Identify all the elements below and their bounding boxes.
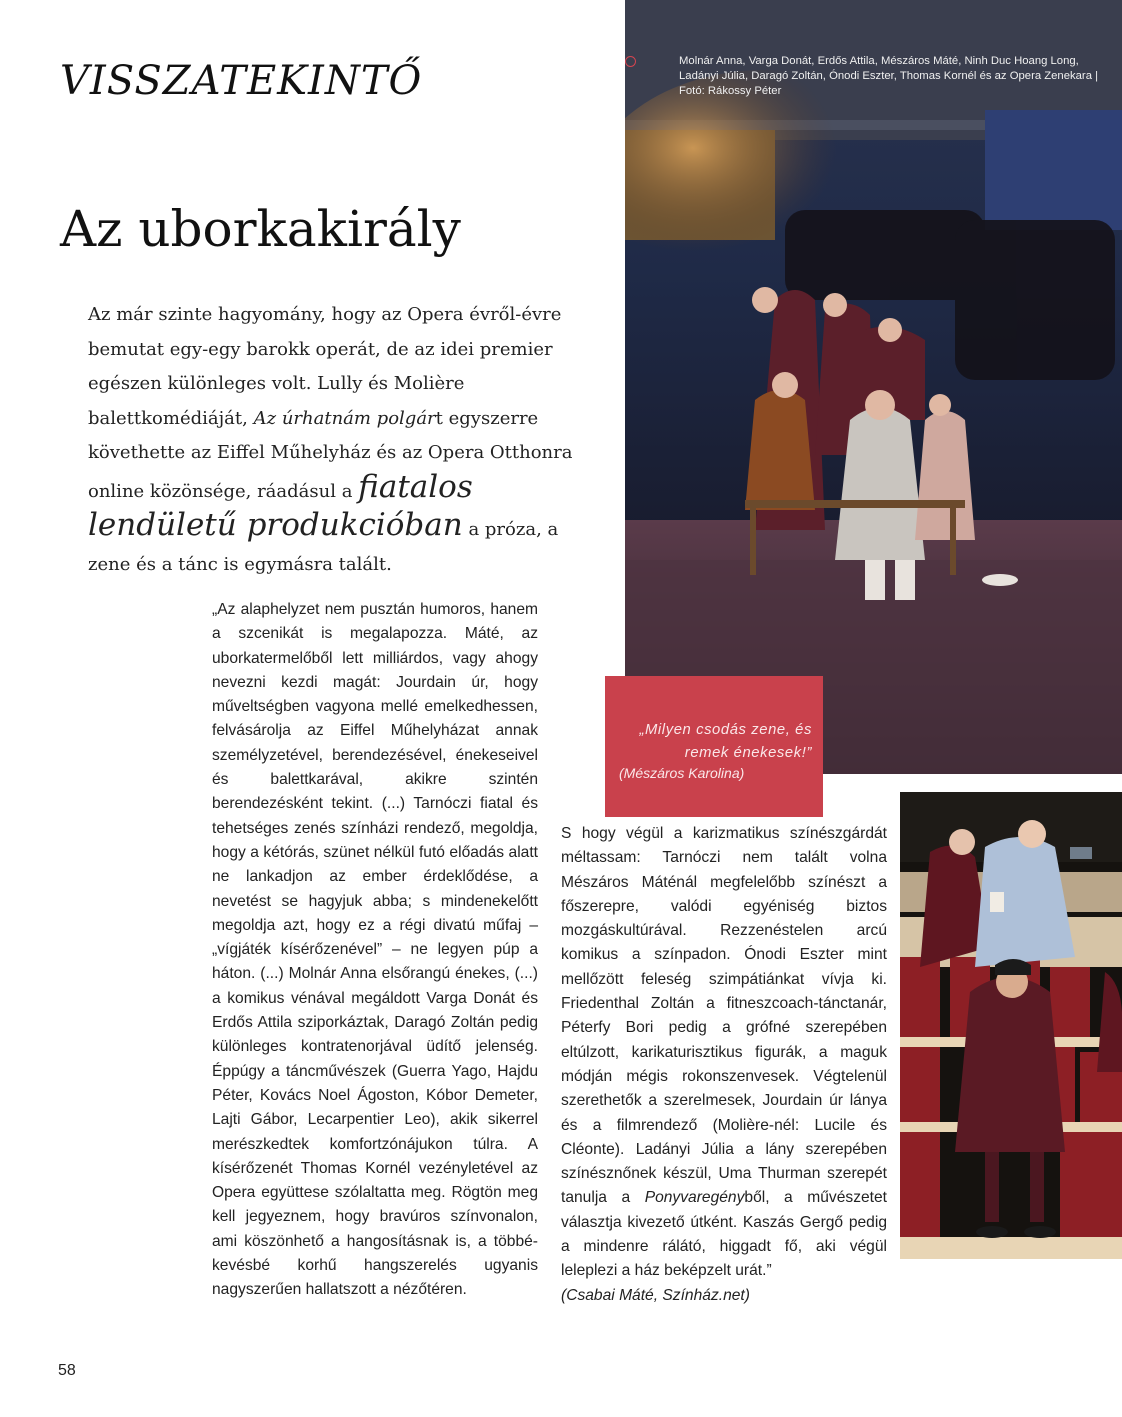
review-text-1: S hogy végül a karizmatikus színészgárdát méltassam: Tarnóczi nem talált volna Mészáros Máténál megfelelőbb színészt a főszerepre, valódi egyéniség biztos mozgáskultúrával. Rezzenéstelen arcú komikus a színpadon. Ónodi Eszter mint mellőzött feleség szimpátiánkat vívja ki. Friedenthal Zoltán a fitneszcoach-tánctanár, Péterfy Bori pedig a grófné szerepében eltúlzott, karikaturisztikus figurák, a maguk módján mégis rokonszenvesek. Végtelenül szerethetők a szerelmesek, Jourdain úr lánya és a filmrendező (Molière-nél: Lucile és Cléonte). Ladányi Júlia a lány szerepében színésznőnek készül, Uma Thurman szerepét tanulja a xyxy=(561,825,887,1207)
review-source: (Csabai Máté, Színház.net) xyxy=(561,1286,750,1304)
lead-text-3: a próza, a zene és a tánc is egymásra talált. xyxy=(88,519,559,575)
lead-text-2: t egyszerre követhette az Eiffel Műhelyház és az Opera Otthonra online közönsége, ráadásul a xyxy=(88,407,573,502)
pullquote-text: „Milyen csodás zene, és remek énekesek!” xyxy=(639,722,812,761)
review-quote-right xyxy=(561,822,887,1308)
photo-caption-text: Molnár Anna, Varga Donát, Erdős Attila, Mészáros Máté, Ninh Duc Hoang Long, Ladányi Júlia, Daragó Zoltán, Ónodi Eszter, Thomas Kornél és az Opera Zenekara | Fotó: Rákossy Péter xyxy=(679,55,1099,97)
photo-caption xyxy=(625,54,1099,99)
lead-text-1: Az már szinte hagyomány, hogy az Opera évről-évre bemutat egy-egy barokk operát, de az idei premier egészen különleges volt. Lully és Molière balettkomédiáját, xyxy=(88,304,562,429)
section-label: VISSZATEKINTŐ xyxy=(60,58,423,104)
stage-photo xyxy=(625,0,1122,774)
review-quote-left: „Az alaphelyzet nem pusztán humoros, hanem a szcenikát is megalapozza. Máté, az uborkatermelőből lett milliárdos, vagy ahogy nevezni kezdi magát: Jourdain úr, hogy műveltségben vagyona mellé emelkedhessen, felvásárolja az Eiffel Műhelyházat annak személyzetével, berendezésével, énekeseivel és balettkarával, akikre szintén berendezésként tekint. (...) Tarnóczi fiatal és tehetséges zenés színházi rendező, megoldja, hogy a kétórás, szünet nélkül futó előadás alatt ne lankadjon az ember érdeklődése, a nevetést se hagyjuk abba; s mindenekelőtt megoldja azt, hogy ez a régi divatú műfaj – „vígjáték kísérőzenével” – ne legyen púp a háton. (...) Molnár Anna elsőrangú énekes, (...) a komikus vénával megáldott Varga Donát és Erdős Attila sziporkáztak, Daragó Zoltán pedig különleges kontratenorjával üdítő jelenség. Éppúgy a táncművészek (Guerra Yago, Hajdu Péter, Kovács Noel Ágoston, Kóbor Demeter, Lajti Gábor, Lecarpentier Leo), akik sikerrel merészkedtek komfortzónájukon túlra. A kísérőzenét Thomas Kornél vezényletével az Opera együttese szólaltatta meg. Rögtön meg kell jegyeznem, hogy bravúros színvonalon, ami köszönhető a hangosításnak is, a többé-kevésbé korhű hangszerelés ugyanis nagyszerűen hallatszott a nézőtéren. xyxy=(212,601,538,1299)
lead-work-title: Az úrhatnám polgár xyxy=(253,407,436,429)
review-text-2: ből, a művészetet választja kivezető útként. Kaszás Gergő pedig a mindenre rálátó, higgadt fő, aki végül leleplezi a ház beképzelt urát.” xyxy=(561,1189,887,1280)
stage-photo-illustration xyxy=(625,0,1122,774)
lead-paragraph xyxy=(88,298,593,582)
audience-photo-illustration xyxy=(900,792,1122,1259)
review-work-title: Ponyvaregény xyxy=(644,1189,745,1207)
lead-highlight: fiatalos lendületű produkcióban xyxy=(88,468,473,543)
pullquote-source: (Mészáros Karolina) xyxy=(619,765,745,781)
pullquote-box xyxy=(605,676,823,817)
page-number: 58 xyxy=(58,1362,76,1379)
audience-photo xyxy=(900,792,1122,1259)
article-title: Az uborkakirály xyxy=(60,200,461,258)
caption-circle-icon xyxy=(625,56,636,67)
